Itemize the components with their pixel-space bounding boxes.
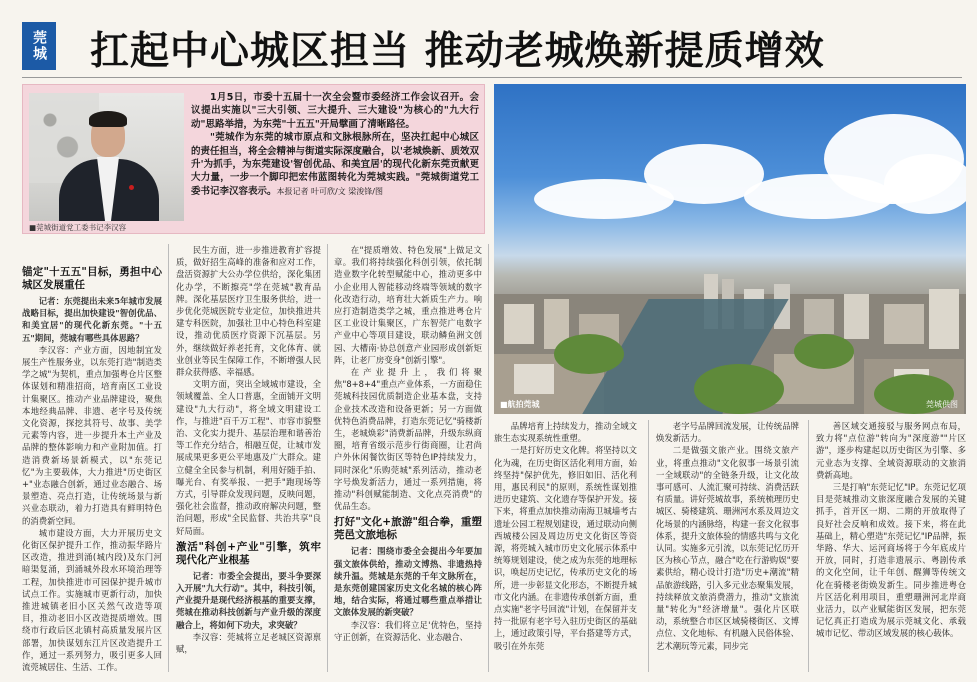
top-rule: [22, 77, 962, 78]
intro-paragraph-1: 1月5日，市委十五届十一次全会暨市委经济工作会议召开。会议提出实施以"三大引领、三大提升、三大建设"为核心的"九大行动"思路举措，为东莞"十五五"开局擘画了清晰路径。: [191, 92, 479, 130]
photo-credit-right: 莞城供图: [926, 400, 958, 409]
portrait-caption: ■莞城街道党工委书记李汉容: [29, 223, 127, 232]
intro-text: [191, 91, 479, 198]
question-3: 记者：围绕市委全会提出今年要加强文旅体供给，推动文博热、非遗热持续升温。莞城是东莞的千年文脉所在，是东莞创建国家历史文化名城的核心阵地，结合实际，将通过哪些重点举措让文旅体发展的新突破？: [334, 546, 482, 618]
column-3: [334, 244, 482, 672]
question-2: 记者：市委全会提出，要斗争要深入开展"九大行动"。其中，科技引领，产业提升是现代经济根基的重要支撑，莞城在推动科技创新与产业升级的深度融合上，将如何下功夫，求突破？: [176, 570, 321, 630]
column-6: [816, 420, 966, 672]
portrait-photo: [29, 93, 184, 221]
col6-paragraph-1: 善区域交通接驳与服务网点布局，致力将"点位游"转向为"深度游""片区游"，逐步构建起以历史街区为引擎、多元业态为支撑、全域资源联动的文旅消费新高地。: [816, 421, 966, 480]
subheading-3: 打好"文化+旅游"组合拳，重塑莞邑文旅地标: [334, 516, 482, 542]
section-tag: 莞城: [22, 22, 56, 70]
col4-paragraph-2: 一是打好历史文化牌。将坚持以文化为魂，在历史街区活化利用方面，始终坚持"保护优先，修旧如旧、活化利用，惠民利民"的原则，系统性谋划推进历史建筑、文化遗存等保护开发。接下来，将重点加快推动南海卫城墙考古遗址公园工程规划建设，通过联动向侧西城楼公园及周边历史文化街区等资源，将莞城入城市历史文化展示体系中统筹规划建设，使之成为东莞的地理标识，唤起历史记忆，传承历史文化的场所，进一步彰显文化形态，不断提升城市文化内涵。在非遗传承创新方面，重点实施"老字号回流"计划，在保留并支持一批原有老字号入驻历史街区的基础上，通过政策引导，平台搭建等方式，吸引在外东莞: [494, 445, 637, 651]
answer-1: 李汉容：产业方面，因地制宜发展生产性服务业，以东莞打造"制造类学之城"为契机，重点加强粤仓片区整体谋划和精准招商，培育南区工业设计集聚区。推动产业品牌建设，聚焦本地经典品牌、非遗、老字号及传统文化资源，探挖其符号、故事、美学元素等内容，进一步提升本土产业及品牌的整体影响力和产业附加值。打造消费新场景新模式，以"东莞记忆"为主要载体，大力推进"历史街区+"业态融合创新，通过业态融合、场景塑造、亮点打造，让传统场景与新兴业态联动，着力打造具有鲜明特色的消费新空间。: [22, 344, 162, 526]
aerial-city-photo: [494, 84, 966, 414]
col6-paragraph-2: 三是打响"东莞记忆"IP。东莞记忆项目是莞城推动文旅深度融合发展的关键抓手，首开区一期、二期的开放取得了良好社会反响和成效。接下来，将在此基础上，精心塑造"东莞记忆"IP品牌，振华路、华大、运河商场将于今年底成片开放，同时，打造非遗展示、粤剧传承的文化空间，让千年创、醒狮等传统文化在骑楼老街焕发新生。同步推进粤仓片区活化利用项目，重塑珊洲河北岸商业活力，以产业赋能街区发展，把东莞记忆真正打造成为展示莞城文化、承载城市记忆、带动区域发展的核心载体。: [816, 482, 966, 639]
column-2: [176, 244, 321, 672]
question-1: 记者：东莞提出未来5年城市发展战略目标，提出加快建设"智创优品、和美宜居"的现代化新东莞。"十五五"期间，莞城有哪些具体思路？: [22, 296, 162, 343]
col2-paragraph-2: 文明方面，突出全域城市建设，全领域覆盖、全人口普惠，全面铺开文明建设"九大行动"，将全域文明建设工作，与推进"百千万工程"、市容市貌整治、文化实力提升、基层治理和谐善治等工作充分结合，相融互促，让城市发展成果更多更公平地惠及广大群众。建立健全全民参与机制，利用好随手拍、曝光台、有奖举报、一把手"跑现场等方式，引导群众发现问题，反映问题，强化社会监督，推动政府解决问题，整治问题，形成"全民监督、共治共享"良好局面。: [176, 379, 321, 536]
column-4: [494, 420, 637, 672]
col3-paragraph-1: 在"提质增效、特色发展"上做足文章。我们将持续强化科创引领，依托制造业数字化转型赋能中心，推动更多中小企业用人智能移动终端等领域的数字化改造行动，培育壮大新质生产力。响应打造制造类学之城，重点推进粤仓片区工业设计集聚区，广东智莞广电数字产业中心等项目建设，联动鳞鱼洲文创园、大槽南·协总创意产业园形成创新矩阵，让老厂房变身"创新引擎"。: [334, 245, 482, 365]
photo-credit-left: ■航拍莞城: [500, 400, 540, 409]
subheading-2: 激活"科创+产业"引擎，筑牢现代化产业根基: [176, 540, 321, 566]
col1-paragraph-2: 城市建设方面，大力开展历史文化街区保护提升工作，推动振华路片区改造，推进到涌(城内段)及东门河暗渠复涌，到涌城外段水环境治理等工程，加快推进市可园保护提升城市试点工作。实施城市更新行动，加快推进城镇老旧小区关然气改造等项目，推动老旧小区改造提质增效。围绕市行政后区北镇村高质量发展片区部署，加快谋划东江片区改造提升工作，通过一系列努力，吸引更多人回流莞城居住、生活、工作。: [22, 527, 162, 672]
subheading-1: 锚定"十五五"目标，勇担中心城区发展重任: [22, 266, 162, 291]
answer-2: 李汉容：莞城将立足老城区资源禀赋，: [176, 631, 321, 655]
col2-paragraph-1: 民生方面，进一步推进教育扩容提质，做好招生高峰的准备和应对工作，盘活资源扩大公办学位供给，深化集团化办学，不断擦亮"学在莞城"教育品牌。深化基层医疗卫生服务供给，进一步优化莞城医院专业定位，加快推进共建专科医院，加强社卫中心特色科室建设，推动优质医疗资源下沉基层。另外，继续做好养老托育，文化体育、就业创业等民生保障工作，不断增强人民群众获得感、幸福感。: [176, 245, 321, 378]
column-5: [656, 420, 799, 672]
col4-paragraph-1: 品牌培育上持续发力，推动全域文旅生态实现系统性重塑。: [494, 421, 637, 444]
col5-paragraph-2: 二是做强文旅产业。围绕文旅产业，将重点推动"文化叙事一场景引流一全域联动"的全链条升级，让文化故事可感可、人流汇聚可持续、消费活跃有质量。讲好莞城故事，系统梳理历史城区、骑楼建筑、珊洲河水系及周边文化场景的内涵脉络，构建一套文化叙事体系，提升文旅体验的情感共鸣与文化认同。实施多元引流，以东莞记忆历开区为核心节点，融合"吃在行游购娱"要素供给，精心设计打造"历史+潮流"精品旅游线路，引入多元业态聚集发展，持续释放文旅消费潜力，推动"文旅流量"转化为"经济增量"。强化片区联动，系统整合市区区域骑楼街区、文博点位、文化地标、有机融入民俗体验、艺术潮玩等元素，同步完: [656, 445, 799, 651]
column-1: [22, 262, 162, 672]
intro-paragraph-2: "莞城作为东莞的城市原点和文脉根脉所在，坚决扛起中心城区的责任担当，将全会精神与街道实际深度融合，以'老城焕新、质效双升'为抓手，为东莞建设'智创优品、和美宜居'的现代化新东莞贡献更大力量，一步一个脚印把宏伟蓝图转化为莞城实践。"莞城街道党工委书记李汉容表示。本报记者 叶可欣/文 梁浚锋/图: [191, 132, 479, 197]
intro-credit: 本报记者 叶可欣/文 梁浚锋/图: [276, 186, 383, 196]
col3-paragraph-2: 在产业提升上，我们将聚焦"8+8+4"重点产业体系，一方面稳住莞城科技园优质制造企业基本盘，支持企业技术改造和设备更新；另一方面做优特色消费品牌，打造东莞记忆"骑楼新生，老城焕彩"消费新品牌，升级东纵商圈，培育省级示范步行街商圈，让君尚户外休闲餐饮街区等特色IP持续发力，同时深化"乐购莞城"系列活动，推动老字号焕发新活力，通过一系列措施，将推动"科创赋能制造、文化点亮消费"的优品生态。: [334, 367, 482, 512]
col5-paragraph-1: 老字号品牌回流发展，让传统品牌焕发新活力。: [656, 421, 799, 444]
answer-3: 李汉容：我们将立足'优特色，坚持守正创新，在资源活化、业态融合、: [334, 619, 482, 642]
intro-box: [22, 84, 485, 234]
headline: 扛起中心城区担当 推动老城焕新提质增效: [90, 28, 825, 74]
